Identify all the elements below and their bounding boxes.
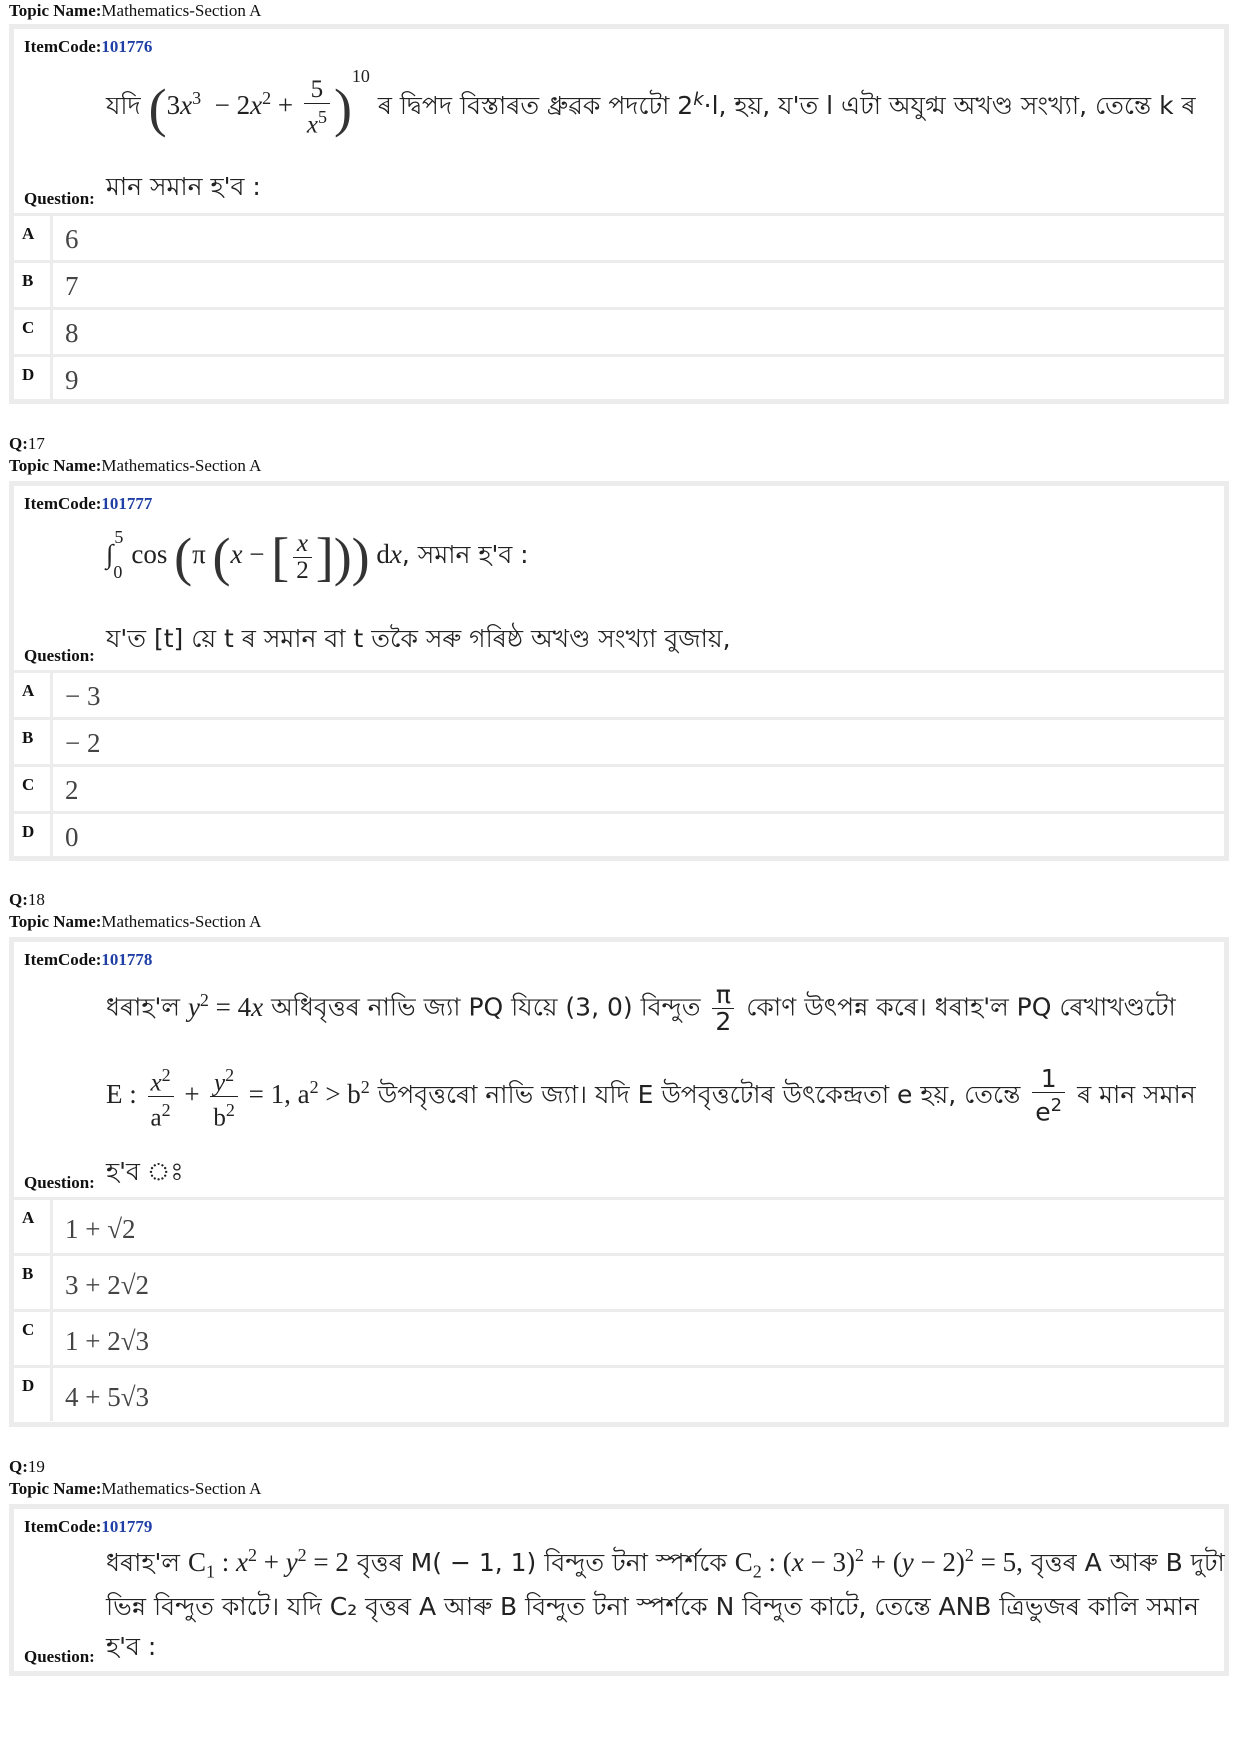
option-c[interactable]: C 1 + 2√3 bbox=[14, 1312, 1224, 1368]
option-c[interactable]: C 8 bbox=[14, 310, 1224, 357]
question-label: Question: bbox=[24, 646, 95, 665]
question-number-18: Q:18 bbox=[9, 890, 45, 909]
option-b[interactable]: B 3 + 2√2 bbox=[14, 1256, 1224, 1312]
item-code: ItemCode:101777 bbox=[24, 494, 153, 513]
option-b[interactable]: B 7 bbox=[14, 263, 1224, 310]
option-d[interactable]: D 4 + 5√3 bbox=[14, 1368, 1224, 1421]
question-text-line-1: ধৰাহ'ল $C_1$ : $x^2 + y^2 = 2$ বৃত্তৰ M( − 1, 1) বিন্দুত টনা স্পৰ্শকে $C_2$ : $(x - 3)^2 + (y - 2)^2 = 5$, বৃত্তৰ A আৰু B দুটা bbox=[106, 1545, 1225, 1582]
option-a[interactable]: A 6 bbox=[14, 216, 1224, 263]
question-text-line-2: E : $\frac{x^2}{a^2}$ + $\frac{y^2}{b^2}$ = 1, $a^2 > b^2$ উপবৃত্তৰো নাভি জ্যা। যদি E উপবৃত্তটোৰ উৎকেন্দ্ৰতা e হয়, তেন্তে $\frac{1}{e^2}$ ৰ মান সমান bbox=[106, 1062, 1212, 1132]
question-label: Question: bbox=[24, 1647, 95, 1666]
question-cell bbox=[14, 1509, 1224, 1671]
item-code: ItemCode:101779 bbox=[24, 1517, 153, 1536]
option-b[interactable]: B − 2 bbox=[14, 720, 1224, 767]
question-number-17: Q:17 bbox=[9, 434, 45, 453]
item-code: ItemCode:101778 bbox=[24, 950, 153, 969]
question-text-line-1: $\int_0^5\cos$ (π (x − [ $\frac{x}{2}$ ])) dx, সমান হ'ব : bbox=[106, 527, 529, 587]
question-text-line-1: ধৰাহ'ল $y^2 = 4x$ অধিবৃত্তৰ নাভি জ্যা PQ যিয়ে (3, 0) বিন্দুত $\frac{\pi}{2}$ কোণ উৎপন্ন কৰে। ধৰাহ'ল PQ ৰেখাখণ্ডটো bbox=[106, 980, 1176, 1036]
question-text-line-2: য'ত [t] য়ে t ৰ সমান বা t তকৈ সৰু গৰিষ্ঠ অখণ্ড সংখ্যা বুজায়, bbox=[106, 624, 731, 653]
question-cell bbox=[14, 486, 1224, 673]
option-c[interactable]: C 2 bbox=[14, 767, 1224, 814]
question-box-101778 bbox=[9, 937, 1229, 1427]
topic-name-q17: Topic Name:Mathematics-Section A bbox=[9, 456, 262, 475]
option-a[interactable]: A − 3 bbox=[14, 673, 1224, 720]
option-a[interactable]: A 1 + √2 bbox=[14, 1200, 1224, 1256]
question-box-101776 bbox=[9, 24, 1229, 404]
question-number-19: Q:19 bbox=[9, 1457, 45, 1476]
question-box-101779 bbox=[9, 1504, 1229, 1676]
question-label: Question: bbox=[24, 1173, 95, 1192]
topic-name-q19: Topic Name:Mathematics-Section A bbox=[9, 1479, 262, 1498]
topic-name-q18: Topic Name:Mathematics-Section A bbox=[9, 912, 262, 931]
question-box-101777 bbox=[9, 481, 1229, 861]
question-label: Question: bbox=[24, 189, 95, 208]
option-d[interactable]: D 0 bbox=[14, 814, 1224, 858]
question-cell bbox=[14, 942, 1224, 1200]
question-text-line-3: হ'ব ঃ bbox=[106, 1157, 184, 1186]
question-text-line-1: যদি ($3x^3 - 2x^2$ + $\frac{5}{x^5}$ )$^{10}$ ৰ দ্বিপদ বিস্তাৰত ধ্ৰুৱক পদটো $2^k\cdot l$, হয়, য'ত l এটা অযুগ্ম অখণ্ড সংখ্যা, তেন্তে k ৰ bbox=[106, 66, 1196, 139]
question-text-line-2: মান সমান হ'ব : bbox=[106, 172, 261, 201]
question-text-line-3: হ'ব : bbox=[106, 1632, 157, 1661]
question-cell bbox=[14, 29, 1224, 216]
question-text-line-2: ভিন্ন বিন্দুত কাটে। যদি C₂ বৃত্তৰ A আৰু B বিন্দুত টনা স্পৰ্শকে N বিন্দুত কাটে, তেন্তে ANB ত্ৰিভুজৰ কালি সমান bbox=[106, 1592, 1199, 1621]
topic-name-q16: Topic Name:Mathematics-Section A bbox=[9, 1, 262, 20]
item-code: ItemCode:101776 bbox=[24, 37, 153, 56]
option-d[interactable]: D 9 bbox=[14, 357, 1224, 401]
